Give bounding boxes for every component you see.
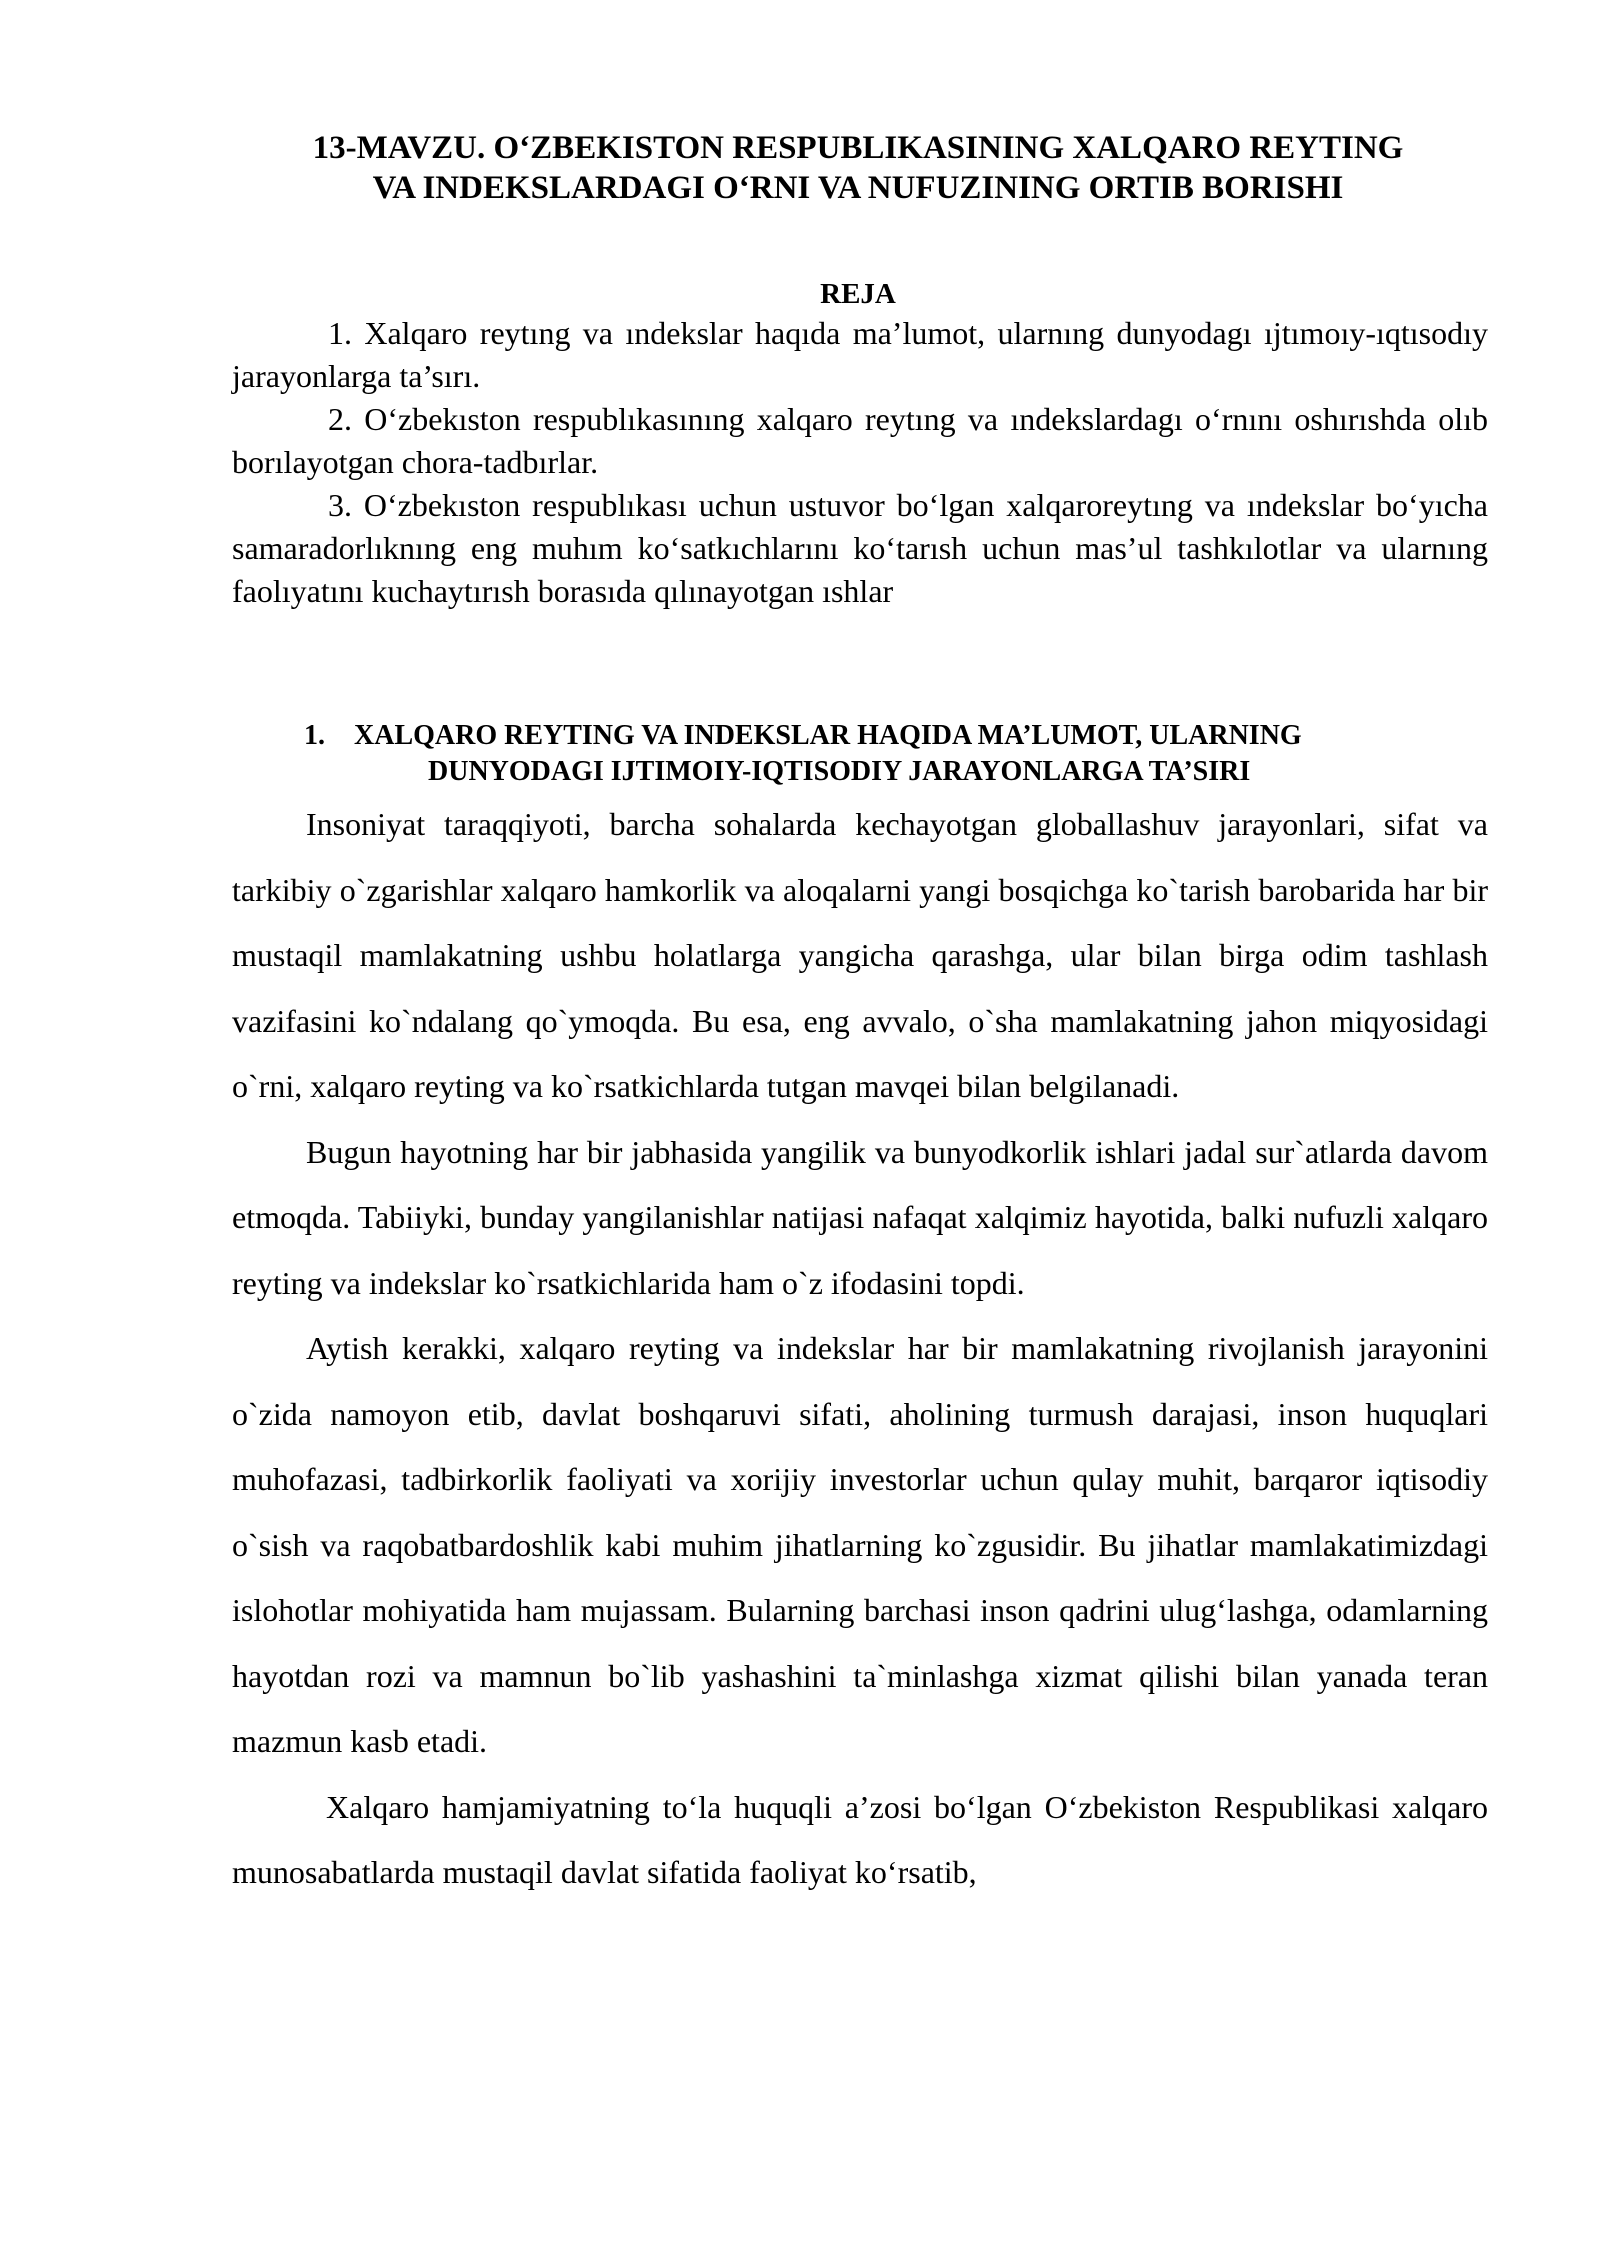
paragraph: Insoniyat taraqqiyoti, barcha sohalarda kechayotgan globallashuv jarayonlari, sifat va tarkibiy o`zgarishlar xalqaro hamkorlik va aloqalarni yangi bosqichga ko`tarish barobarida har bir mustaqil mamlakatning ushbu holatlarga yangicha qarashga, ular bilan birga odim tashlash vazifasini ko`ndalang qo`ymoqda. Bu esa, eng avvalo, o`sha mamlakatning jahon miqyosidagi o`rni, xalqaro reyting va ko`rsatkichlarda tutgan mavqei bilan belgilanadi. xyxy=(232,806,1488,1104)
paragraph: Aytish kerakki, xalqaro reyting va indekslar har bir mamlakatning rivojlanish jarayonini o`zida namoyon etib, davlat boshqaruvi sifati, aholining turmush darajasi, inson huquqlari muhofazasi, tadbirkorlik faoliyati va xorijiy investorlar uchun qulay muhit, barqaror iqtisodiy o`sish va raqobatbardoshlik kabi muhim jihatlarning ko`zgusidir. Bu jihatlar mamlakatimizdagi islohotlar mohiyatida ham mujassam. Bularning barchasi inson qadrini ulug‘lashga, odamlarning hayotdan rozi va mamnun bo`lib yashashini ta`minlashga xizmat qilishi bilan yanada teran mazmun kasb etadi. xyxy=(232,1330,1488,1759)
section-heading-line2: DUNYODAGI IJTIMOIY-IQTISODIY JARAYONLARGA TA’SIRI xyxy=(428,756,1251,787)
document-title xyxy=(232,128,1484,208)
document-title-line1: 13-MAVZU. O‘ZBEKISTON RESPUBLIKASINING XALQARO REYTING xyxy=(312,130,1404,166)
section-heading xyxy=(304,718,1484,790)
plan-list xyxy=(232,312,1488,613)
section-heading-line1: XALQARO REYTING VA INDEKSLAR HAQIDA MA’LUMOT, ULARNING xyxy=(354,720,1302,751)
body-text xyxy=(232,792,1488,1906)
plan-item: 3. O‘zbekıston respublıkası uchun ustuvor bo‘lgan xalqaroreytıng va ındekslar bo‘yıcha samaradorlıknıng eng muhım ko‘satkıchlarını ko‘tarısh uchun mas’ul tashkılotlar va ularnıng faolıyatını kuchaytırısh borasıda qılınayotgan ıshlar xyxy=(232,487,1488,609)
plan-heading: REJA xyxy=(820,278,896,310)
document-title-line2: VA INDEKSLARDAGI O‘RNI VA NUFUZINING ORTIB BORISHI xyxy=(372,170,1344,206)
plan-item: 2. O‘zbekıston respublıkasınıng xalqaro reytıng va ındekslardagı o‘rnını oshırıshda olıb borılayotgan chora-tadbırlar. xyxy=(232,401,1488,480)
section-number: 1. xyxy=(304,720,325,751)
plan-item: 1. Xalqaro reytıng va ındekslar haqıda ma’lumot, ularnıng dunyodagı ıjtımoıy-ıqtısodıy jarayonlarga ta’sırı. xyxy=(232,315,1488,394)
paragraph: Xalqaro hamjamiyatning to‘la huquqli a’zosi bo‘lgan O‘zbekiston Respublikasi xalqaro munosabatlarda mustaqil davlat sifatida faoliyat ko‘rsatib, xyxy=(232,1788,1488,1890)
paragraph: Bugun hayotning har bir jabhasida yangilik va bunyodkorlik ishlari jadal sur`atlarda davom etmoqda. Tabiiyki, bunday yangilanishlar natijasi nafaqat xalqimiz hayotida, balki nufuzli xalqaro reyting va indekslar ko`rsatkichlarida ham o`z ifodasini topdi. xyxy=(232,1133,1488,1301)
